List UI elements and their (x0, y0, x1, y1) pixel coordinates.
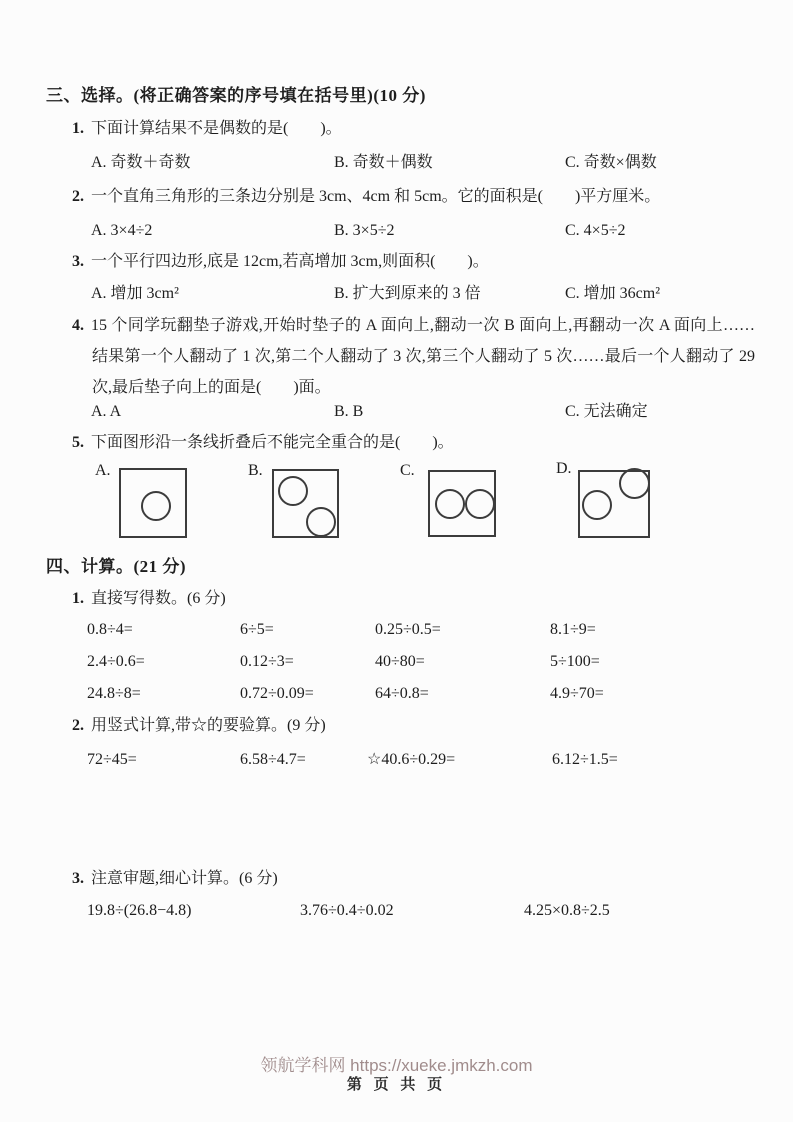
figure-a-label: A. (95, 462, 111, 479)
question-2-text: 一个直角三角形的三条边分别是 3cm、4cm 和 5cm。它的面积是( )平方厘米。 (91, 188, 661, 205)
question-4 (72, 310, 755, 403)
mixed-calc-item: 19.8÷(26.8−4.8) (87, 902, 192, 919)
figure-a-square (119, 468, 187, 538)
vertical-calc-item: 6.12÷1.5= (552, 751, 618, 768)
mixed-calc-item: 3.76÷0.4÷0.02 (300, 902, 394, 919)
calc-part2-text: 用竖式计算,带☆的要验算。(9 分) (91, 717, 326, 734)
watermark-site-link: 领航学科网 https://xueke.jmkzh.com (260, 1056, 533, 1075)
calc-part2-title (72, 716, 326, 736)
oral-calc-cell: 24.8÷8= (87, 685, 141, 702)
figure-c-circle-right (465, 489, 495, 519)
choice-section-title: 三、选择。(将正确答案的序号填在括号里)(10 分) (46, 86, 426, 105)
question-2-option-c: C. 4×5÷2 (565, 222, 626, 239)
figure-d-label: D. (556, 460, 572, 477)
calc-part3-text: 注意审题,细心计算。(6 分) (91, 870, 278, 887)
vertical-calc-item: 72÷45= (87, 751, 137, 768)
question-1-text: 下面计算结果不是偶数的是( )。 (91, 120, 342, 137)
figure-b-circle-bottom-right (306, 507, 336, 537)
question-2-option-a: A. 3×4÷2 (91, 222, 153, 239)
oral-calc-cell: 0.8÷4= (87, 621, 133, 638)
figure-d-square (578, 470, 650, 538)
question-3-option-b: B. 扩大到原来的 3 倍 (334, 285, 481, 302)
question-4-number: 4. (72, 317, 84, 334)
question-3-option-a: A. 增加 3cm² (91, 285, 179, 302)
figure-a-circle (141, 491, 171, 521)
oral-calc-cell: 64÷0.8= (375, 685, 429, 702)
figure-d-circle-left (582, 490, 612, 520)
figure-d-circle-top-right (619, 468, 650, 499)
vertical-calc-item: 6.58÷4.7= (240, 751, 306, 768)
question-1 (72, 119, 342, 139)
question-2-number: 2. (72, 188, 84, 205)
calc-part1-text: 直接写得数。(6 分) (91, 590, 226, 607)
oral-calc-cell: 0.72÷0.09= (240, 685, 314, 702)
question-1-option-a: A. 奇数＋奇数 (91, 154, 191, 171)
question-2-option-b: B. 3×5÷2 (334, 222, 395, 239)
figure-c-label: C. (400, 462, 415, 479)
calc-part1-number: 1. (72, 590, 84, 607)
question-3-text: 一个平行四边形,底是 12cm,若高增加 3cm,则面积( )。 (91, 253, 489, 270)
question-4-option-c: C. 无法确定 (565, 403, 648, 420)
oral-calc-cell: 8.1÷9= (550, 621, 596, 638)
calc-part3-number: 3. (72, 870, 84, 887)
oral-calc-cell: 6÷5= (240, 621, 274, 638)
page-number-footer: 第 页 共 页 (346, 1077, 447, 1093)
question-3 (72, 252, 489, 272)
figure-b-square (272, 469, 339, 538)
oral-calc-cell: 5÷100= (550, 653, 600, 670)
figure-c-square (428, 470, 496, 537)
figure-b-circle-top-left (278, 476, 308, 506)
figure-b-label: B. (248, 462, 263, 479)
question-3-option-c: C. 增加 36cm² (565, 285, 661, 302)
figure-c-circle-left (435, 489, 465, 519)
question-4-option-a: A. A (91, 403, 122, 420)
question-4-option-b: B. B (334, 403, 364, 420)
oral-calc-cell: 2.4÷0.6= (87, 653, 145, 670)
question-1-number: 1. (72, 120, 84, 137)
oral-calc-cell: 0.12÷3= (240, 653, 294, 670)
mixed-calc-item: 4.25×0.8÷2.5 (524, 902, 610, 919)
oral-calc-cell: 4.9÷70= (550, 685, 604, 702)
question-1-option-c: C. 奇数×偶数 (565, 154, 657, 171)
calc-part2-number: 2. (72, 717, 84, 734)
question-2 (72, 187, 660, 207)
calc-part1-title (72, 589, 226, 609)
question-4-text: 15 个同学玩翻垫子游戏,开始时垫子的 A 面向上,翻动一次 B 面向上,再翻动一次 A 面向上……结果第一个人翻动了 1 次,第二个人翻动了 3 次,第三个人翻动了 5 次……最后一个人翻动了 29 次,最后垫子向上的面是( )面。 (91, 317, 755, 396)
question-5-number: 5. (72, 434, 84, 451)
question-1-option-b: B. 奇数＋偶数 (334, 154, 433, 171)
oral-calc-cell: 0.25÷0.5= (375, 621, 441, 638)
oral-calc-cell: 40÷80= (375, 653, 425, 670)
vertical-calc-item-starred: ☆40.6÷0.29= (367, 751, 456, 768)
calc-section-title: 四、计算。(21 分) (46, 557, 187, 576)
question-5 (72, 433, 454, 453)
question-3-number: 3. (72, 253, 84, 270)
question-5-text: 下面图形沿一条线折叠后不能完全重合的是( )。 (91, 434, 454, 451)
calc-part3-title (72, 869, 278, 889)
